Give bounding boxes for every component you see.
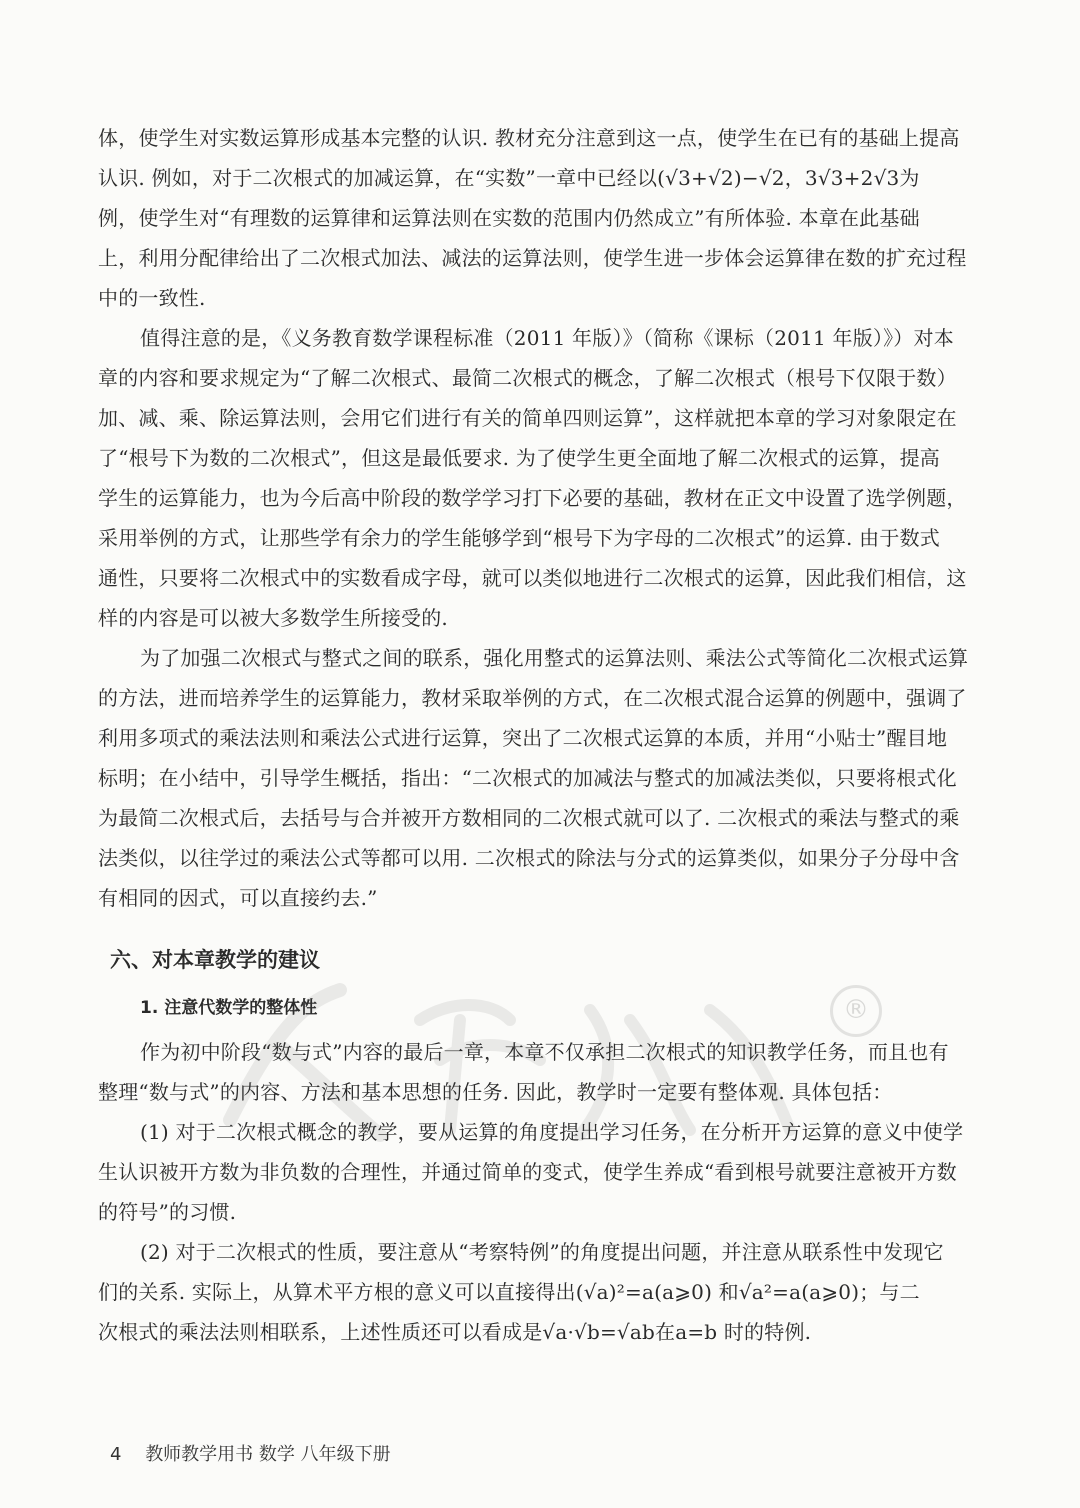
paragraph-3 [98,638,996,918]
text-line: 整理“数与式”的内容、方法和基本思想的任务. 因此，教学时一定要有整体观. 具体包括： [98,1080,893,1104]
text-line: 生认识被开方数为非负数的合理性，并通过简单的变式，使学生养成“看到根号就要注意被开方数 [98,1160,957,1184]
text-line: 为了加强二次根式与整式之间的联系，强化用整式的运算法则、乘法公式等简化二次根式运算 [140,646,969,670]
text-line: 体，使学生对实数运算形成基本完整的认识. 教材充分注意到这一点，使学生在已有的基础上提高 [98,126,960,150]
text-line: (2) 对于二次根式的性质，要注意从“考察特例”的角度提出问题，并注意从联系性中发现它 [140,1240,944,1264]
text-line: 利用多项式的乘法法则和乘法公式进行运算，突出了二次根式运算的本质，并用“小贴士”醒目地 [98,726,948,750]
text-line: (1) 对于二次根式概念的教学，要从运算的角度提出学习任务，在分析开方运算的意义中使学 [140,1120,964,1144]
text-line: 值得注意的是，《义务教育数学课程标准（2011 年版）》（简称《课标（2011 年版）》）对本 [140,326,954,350]
text-line: 中的一致性. [98,286,206,310]
text-line: 法类似，以往学过的乘法公式等都可以用. 二次根式的除法与分式的运算类似，如果分子分母中含 [98,846,960,870]
section-title: 六、对本章教学的建议 [110,948,320,972]
text-line: 学生的运算能力，也为今后高中阶段的数学学习打下必要的基础，教材在正文中设置了选学例题， [98,486,967,510]
paragraph-1 [98,118,996,318]
text-line: 认识. 例如，对于二次根式的加减运算，在“实数”一章中已经以(√3+√2)−√2，3√3+2√3为 [98,166,920,190]
text-line: 的方法，进而培养学生的运算能力，教材采取举例的方式，在二次根式混合运算的例题中，强调了 [98,686,967,710]
subsection-title: 1. 注意代数学的整体性 [140,998,318,1018]
text-line: 们的关系. 实际上，从算术平方根的意义可以直接得出(√a)²=a(a⩾0) 和√a²=a(a⩾0)；与二 [98,1280,920,1304]
text-line: 样的内容是可以被大多数学生所接受的. [98,606,448,630]
registered-mark: ® [830,985,882,1037]
paragraph-5 [98,1112,996,1232]
paragraph-2 [98,318,996,638]
text-line: 例，使学生对“有理数的运算律和运算法则在实数的范围内仍然成立”有所体验. 本章在此基础 [98,206,920,230]
text-line: 次根式的乘法法则相联系，上述性质还可以看成是√a·√b=√ab在a=b 时的特例. [98,1320,812,1344]
text-line: 上，利用分配律给出了二次根式加法、减法的运算法则，使学生进一步体会运算律在数的扩充过程 [98,246,967,270]
text-line: 为最简二次根式后，去括号与合并被开方数相同的二次根式就可以了. 二次根式的乘法与整式的乘 [98,806,960,830]
page-body [98,118,996,1352]
text-line: 作为初中阶段“数与式”内容的最后一章，本章不仅承担二次根式的知识教学任务，而且也有 [140,1040,949,1064]
text-line: 的符号”的习惯. [98,1200,237,1224]
page-footer [110,1440,391,1466]
text-line: 加、减、乘、除运算法则，会用它们进行有关的简单四则运算”，这样就把本章的学习对象限定在 [98,406,957,430]
text-line: 通性，只要将二次根式中的实数看成字母，就可以类似地进行二次根式的运算，因此我们相信，这 [98,566,967,590]
paragraph-4 [98,1032,996,1112]
paragraph-6 [98,1232,996,1352]
text-line: 标明；在小结中，引导学生概括，指出：“二次根式的加减法与整式的加减法类似，只要将根式化 [98,766,957,790]
text-line: 了“根号下为数的二次根式”，但这是最低要求. 为了使学生更全面地了解二次根式的运算，提高 [98,446,940,470]
text-line: 有相同的因式，可以直接约去.” [98,886,378,910]
text-line: 章的内容和要求规定为“了解二次根式、最简二次根式的概念，了解二次根式（根号下仅限于数） [98,366,957,390]
page-number: 4 [110,1444,122,1465]
book-title: 教师教学用书 数学 八年级下册 [145,1444,391,1465]
text-line: 采用举例的方式，让那些学有余力的学生能够学到“根号下为字母的二次根式”的运算. 由于数式 [98,526,940,550]
